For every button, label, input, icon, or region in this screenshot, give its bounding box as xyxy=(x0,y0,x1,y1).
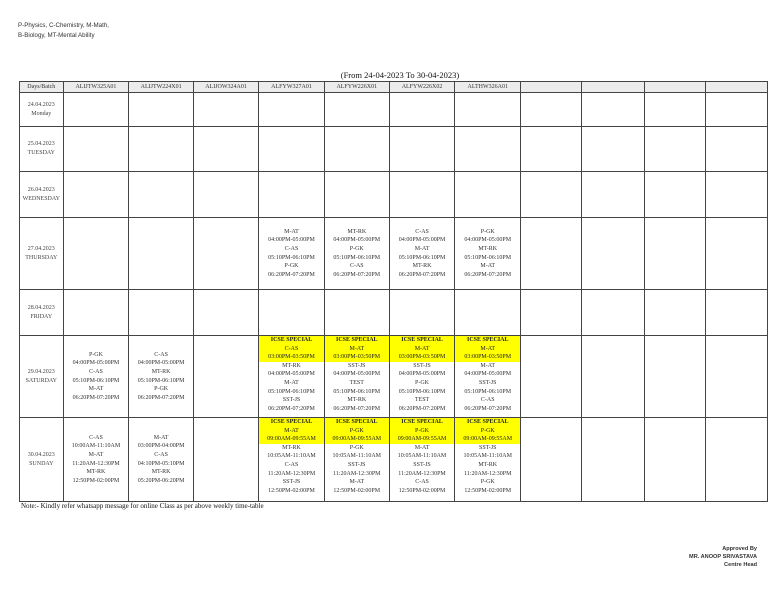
session-line: M-AT xyxy=(480,362,496,369)
schedule-cell xyxy=(129,172,194,218)
session-line: 06:20PM-07:20PM xyxy=(268,405,315,412)
schedule-cell xyxy=(705,172,767,218)
session-line: 04:00PM-05:00PM xyxy=(464,237,512,244)
schedule-cell xyxy=(259,172,325,218)
session-line: 06:20PM-07:20PM xyxy=(464,405,512,412)
schedule-cell xyxy=(259,127,325,172)
schedule-cell xyxy=(644,336,705,418)
session-line: SST-JS xyxy=(479,379,497,386)
day-cell xyxy=(20,93,64,127)
session-line: 04:00PM-05:00PM xyxy=(137,360,185,367)
session-line: 06:20PM-07:20PM xyxy=(464,271,512,278)
session-line: 10:05AM-11:10AM xyxy=(267,453,316,460)
session-line: MT-RK xyxy=(151,469,171,476)
schedule-cell xyxy=(324,127,389,172)
schedule-cell xyxy=(389,93,455,127)
icse-special-label: ICSE SPECIAL xyxy=(390,418,455,427)
schedule-cell xyxy=(129,218,194,290)
icse-special-line: P-GK xyxy=(390,427,455,436)
header-batch-3: ALIJOW324A01 xyxy=(193,82,258,93)
day-cell xyxy=(20,127,64,172)
schedule-cell xyxy=(324,336,389,418)
session-line: C-AS xyxy=(89,434,103,441)
session-line: 10:05AM-11:10AM xyxy=(397,453,447,460)
session-line: 05:10PM-06:10PM xyxy=(268,254,315,261)
legend-line-1: P-Physics, C-Chemistry, M-Math, xyxy=(18,22,109,29)
day-cell xyxy=(20,172,64,218)
header-batch-2: ALIJTW224X01 xyxy=(129,82,194,93)
schedule-cell xyxy=(63,290,129,336)
schedule-cell xyxy=(324,172,389,218)
schedule-cell xyxy=(259,93,325,127)
session-line: 04:00PM-05:00PM xyxy=(333,371,381,378)
day-name: SATURDAY xyxy=(25,377,58,384)
schedule-cell xyxy=(644,290,705,336)
schedule-cell xyxy=(644,418,705,502)
legend-line-2: B-Biology, MT-Mental Ability xyxy=(18,31,95,39)
schedule-cell xyxy=(455,127,521,172)
session-line: 05:10PM-06:10PM xyxy=(72,377,120,384)
session-line: 12:50PM-02:00PM xyxy=(398,487,446,494)
session-line: TEST xyxy=(414,397,430,404)
icse-special-line: P-GK xyxy=(325,427,389,436)
schedule-cell xyxy=(324,418,389,502)
schedule-cell xyxy=(455,290,521,336)
session-line: 04:10PM-05:10PM xyxy=(137,460,185,467)
schedule-cell xyxy=(582,93,644,127)
session-line: MT-RK xyxy=(478,461,498,468)
schedule-cell xyxy=(324,218,389,290)
session-line: 06:20PM-07:20PM xyxy=(72,394,120,401)
schedule-cell xyxy=(455,218,521,290)
day-row xyxy=(20,418,768,502)
schedule-cell xyxy=(193,218,258,290)
day-date: 25.04.2023 xyxy=(27,141,55,148)
schedule-cell xyxy=(129,290,194,336)
session-line: 04:00PM-05:00PM xyxy=(398,237,446,244)
schedule-cell xyxy=(129,418,194,502)
approval-block xyxy=(689,545,757,570)
day-name: THURSDAY xyxy=(25,254,58,261)
day-date: 24.04.2023 xyxy=(27,101,55,108)
schedule-cell xyxy=(644,93,705,127)
schedule-cell xyxy=(521,172,582,218)
day-name: WEDNESDAY xyxy=(22,195,61,202)
session-line: MT-RK xyxy=(412,263,432,270)
icse-special-line: 09:00AM-09:55AM xyxy=(259,435,324,444)
session-line: M-AT xyxy=(88,451,104,458)
icse-special-line: 03:00PM-03:50PM xyxy=(259,353,324,362)
session-line: SST-JS xyxy=(348,362,366,369)
header-batch-6: ALFYW226X02 xyxy=(389,82,455,93)
schedule-cell xyxy=(63,93,129,127)
icse-special-line: 03:00PM-03:50PM xyxy=(390,353,455,362)
session-line: P-GK xyxy=(415,379,430,386)
schedule-cell xyxy=(193,127,258,172)
schedule-cell xyxy=(582,127,644,172)
session-line: M-AT xyxy=(349,479,365,486)
schedule-cell xyxy=(455,336,521,418)
icse-special-line: M-AT xyxy=(259,427,324,436)
session-line: M-AT xyxy=(414,245,430,252)
day-row xyxy=(20,336,768,418)
timetable xyxy=(19,81,768,502)
header-batch-1: ALIJTW325A01 xyxy=(63,82,129,93)
day-cell xyxy=(20,336,64,418)
session-line: 04:00PM-05:00PM xyxy=(464,371,512,378)
session-line: C-AS xyxy=(284,245,299,252)
schedule-cell xyxy=(521,290,582,336)
schedule-cell xyxy=(705,127,767,172)
icse-special-label: ICSE SPECIAL xyxy=(259,336,324,345)
icse-special-line: M-AT xyxy=(455,345,520,354)
session-line: 05:10PM-06:10PM xyxy=(268,388,315,395)
icse-special-line: M-AT xyxy=(390,345,455,354)
schedule-cell xyxy=(193,290,258,336)
session-line: 04:00PM-05:00PM xyxy=(333,237,381,244)
session-line: 11:20AM-12:30PM xyxy=(267,470,316,477)
session-line: M-AT xyxy=(284,228,299,235)
session-line: C-AS xyxy=(154,351,168,358)
schedule-cell xyxy=(389,218,455,290)
schedule-cell xyxy=(389,418,455,502)
session-line: 04:00PM-05:00PM xyxy=(72,360,120,367)
header-batch-11 xyxy=(705,82,767,93)
session-line: SST-JS xyxy=(282,397,301,404)
session-line: P-GK xyxy=(349,245,364,252)
session-line: P-GK xyxy=(284,263,299,270)
schedule-cell xyxy=(705,336,767,418)
header-batch-7: ALTHW326A01 xyxy=(455,82,521,93)
session-line: 05:10PM-06:10PM xyxy=(137,377,185,384)
session-line: C-AS xyxy=(154,451,168,458)
session-line: 11:20AM-12:30PM xyxy=(398,470,446,477)
schedule-cell xyxy=(63,172,129,218)
schedule-cell xyxy=(193,418,258,502)
icse-special-line: 09:00AM-09:55AM xyxy=(325,435,389,444)
day-row xyxy=(20,218,768,290)
day-name: TUESDAY xyxy=(27,150,56,156)
session-line: 04:00PM-05:00PM xyxy=(398,371,446,378)
schedule-cell xyxy=(455,418,521,502)
icse-special-label: ICSE SPECIAL xyxy=(455,336,520,345)
icse-special-line: C-AS xyxy=(259,345,324,354)
session-line: 12:50PM-02:00PM xyxy=(333,487,381,494)
subject-legend xyxy=(18,21,109,40)
schedule-cell xyxy=(521,336,582,418)
session-line: P-GK xyxy=(480,228,495,235)
header-batch-8 xyxy=(521,82,582,93)
schedule-cell xyxy=(521,127,582,172)
schedule-cell xyxy=(63,418,129,502)
session-line: P-GK xyxy=(88,351,103,358)
session-line: 05:10PM-06:10PM xyxy=(398,254,446,261)
schedule-cell xyxy=(63,218,129,290)
session-line: 11:20AM-12:30PM xyxy=(72,460,120,467)
schedule-cell xyxy=(193,93,258,127)
icse-special-line: 09:00AM-09:55AM xyxy=(390,435,455,444)
session-line: MT-RK xyxy=(347,228,367,235)
schedule-cell xyxy=(259,218,325,290)
session-line: C-AS xyxy=(349,263,364,270)
schedule-cell xyxy=(63,336,129,418)
date-range-title: (From 24-04-2023 To 30-04-2023) xyxy=(340,70,460,80)
session-line: 10:00AM-11:10AM xyxy=(71,443,121,450)
schedule-cell xyxy=(455,93,521,127)
session-line: P-GK xyxy=(480,479,495,486)
day-name: SUNDAY xyxy=(29,460,54,467)
schedule-cell xyxy=(644,218,705,290)
session-line: C-AS xyxy=(415,228,429,235)
schedule-cell xyxy=(389,336,455,418)
day-row xyxy=(20,172,768,218)
session-line: SST-JS xyxy=(348,461,366,468)
icse-special-label: ICSE SPECIAL xyxy=(325,418,389,427)
session-line: 12:50PM-02:00PM xyxy=(464,487,512,494)
session-line: M-AT xyxy=(153,434,169,441)
icse-special-line: 03:00PM-03:50PM xyxy=(325,353,389,362)
session-line: C-AS xyxy=(415,479,429,486)
schedule-cell xyxy=(63,127,129,172)
day-date: 27.04.2023 xyxy=(27,245,55,252)
header-row xyxy=(20,82,768,93)
session-line: 06:20PM-07:20PM xyxy=(137,394,185,401)
day-row xyxy=(20,93,768,127)
session-line: 04:00PM-05:00PM xyxy=(268,371,315,378)
session-line: 12:50PM-02:00PM xyxy=(268,487,315,494)
schedule-cell xyxy=(582,336,644,418)
schedule-cell xyxy=(324,93,389,127)
session-line: SST-JS xyxy=(282,479,301,486)
header-batch-5: ALFYW226X01 xyxy=(324,82,389,93)
day-date: 26.04.2023 xyxy=(27,186,55,193)
session-line: SST-JS xyxy=(413,362,431,369)
session-line: SST-JS xyxy=(413,461,431,468)
day-row xyxy=(20,127,768,172)
schedule-cell xyxy=(582,418,644,502)
icse-special-label: ICSE SPECIAL xyxy=(325,336,389,345)
header-batch-10 xyxy=(644,82,705,93)
schedule-cell xyxy=(259,418,325,502)
session-line: MT-RK xyxy=(282,444,301,451)
day-date: 29.04.2023 xyxy=(27,368,55,375)
session-line: 05:10PM-06:10PM xyxy=(464,388,512,395)
schedule-cell xyxy=(259,336,325,418)
session-line: 12:50PM-02:00PM xyxy=(72,477,120,484)
day-name: Monday xyxy=(31,110,52,117)
schedule-cell xyxy=(129,127,194,172)
schedule-cell xyxy=(129,336,194,418)
session-line: 05:10PM-06:10PM xyxy=(333,388,381,395)
session-line: 06:20PM-07:20PM xyxy=(268,271,315,278)
session-line: MT-RK xyxy=(478,245,498,252)
session-line: 10:05AM-11:10AM xyxy=(332,453,381,460)
schedule-cell xyxy=(582,290,644,336)
schedule-cell xyxy=(324,290,389,336)
session-line: MT-RK xyxy=(86,469,106,476)
schedule-cell xyxy=(644,172,705,218)
session-line: M-AT xyxy=(88,386,104,393)
session-line: M-AT xyxy=(414,444,430,451)
session-line: MT-RK xyxy=(151,368,171,375)
icse-special-line: 09:00AM-09:55AM xyxy=(455,435,520,444)
schedule-cell xyxy=(193,336,258,418)
session-line: SST-JS xyxy=(479,444,497,451)
session-line: M-AT xyxy=(480,263,496,270)
day-cell xyxy=(20,218,64,290)
session-line: C-AS xyxy=(284,461,299,468)
schedule-cell xyxy=(705,418,767,502)
day-cell xyxy=(20,418,64,502)
session-line: 05:20PM-06:20PM xyxy=(137,477,185,484)
session-line: 03:00PM-04:00PM xyxy=(137,443,185,450)
session-line: 11:20AM-12:30PM xyxy=(464,470,512,477)
header-batch-4: ALFYW327A01 xyxy=(259,82,325,93)
session-line: 06:20PM-07:20PM xyxy=(333,405,381,412)
footer-note: Note:- Kindly refer whatsapp message for online Class as per above weekly time-table xyxy=(21,502,264,510)
session-line: 06:20PM-07:20PM xyxy=(398,405,446,412)
day-date: 30.04.2023 xyxy=(27,451,55,458)
schedule-cell xyxy=(521,93,582,127)
schedule-cell xyxy=(644,127,705,172)
session-line: 05:10PM-06:10PM xyxy=(398,388,446,395)
schedule-cell xyxy=(521,418,582,502)
schedule-cell xyxy=(705,290,767,336)
day-name: FRIDAY xyxy=(30,313,53,320)
schedule-cell xyxy=(705,218,767,290)
schedule-cell xyxy=(455,172,521,218)
schedule-cell xyxy=(129,93,194,127)
session-line: P-GK xyxy=(349,444,364,451)
session-line: 06:20PM-07:20PM xyxy=(333,271,381,278)
header-days-batch: Days/Batch xyxy=(20,82,64,93)
session-line: C-AS xyxy=(89,368,103,375)
session-line: TEST xyxy=(349,379,364,386)
session-line: 04:00PM-05:00PM xyxy=(268,237,315,244)
schedule-cell xyxy=(521,218,582,290)
day-date: 28.04.2023 xyxy=(27,304,55,311)
schedule-cell xyxy=(582,172,644,218)
schedule-cell xyxy=(193,172,258,218)
schedule-cell xyxy=(389,290,455,336)
session-line: 05:10PM-06:10PM xyxy=(333,254,381,261)
session-line: 05:10PM-06:10PM xyxy=(464,254,512,261)
icse-special-label: ICSE SPECIAL xyxy=(390,336,455,345)
approval-label: Approved By xyxy=(722,546,757,552)
icse-special-line: 03:00PM-03:50PM xyxy=(455,353,520,362)
day-cell xyxy=(20,290,64,336)
session-line: P-GK xyxy=(154,386,169,393)
day-row xyxy=(20,290,768,336)
icse-special-line: M-AT xyxy=(325,345,389,354)
session-line: MT-RK xyxy=(282,362,301,369)
session-line: 10:05AM-11:10AM xyxy=(463,453,512,460)
session-line: 06:20PM-07:20PM xyxy=(398,271,446,278)
icse-special-label: ICSE SPECIAL xyxy=(455,418,520,427)
header-batch-9 xyxy=(582,82,644,93)
session-line: M-AT xyxy=(284,379,299,386)
schedule-cell xyxy=(259,290,325,336)
session-line: C-AS xyxy=(480,397,495,404)
icse-special-line: P-GK xyxy=(455,427,520,436)
icse-special-label: ICSE SPECIAL xyxy=(259,418,324,427)
session-line: 11:20AM-12:30PM xyxy=(333,470,381,477)
session-line: MT-RK xyxy=(347,397,367,404)
schedule-cell xyxy=(705,93,767,127)
schedule-cell xyxy=(389,172,455,218)
approver-title: Centre Head xyxy=(724,562,757,569)
schedule-cell xyxy=(389,127,455,172)
schedule-cell xyxy=(582,218,644,290)
approver-name: MR. ANOOP SRIVASTAVA xyxy=(689,554,757,561)
